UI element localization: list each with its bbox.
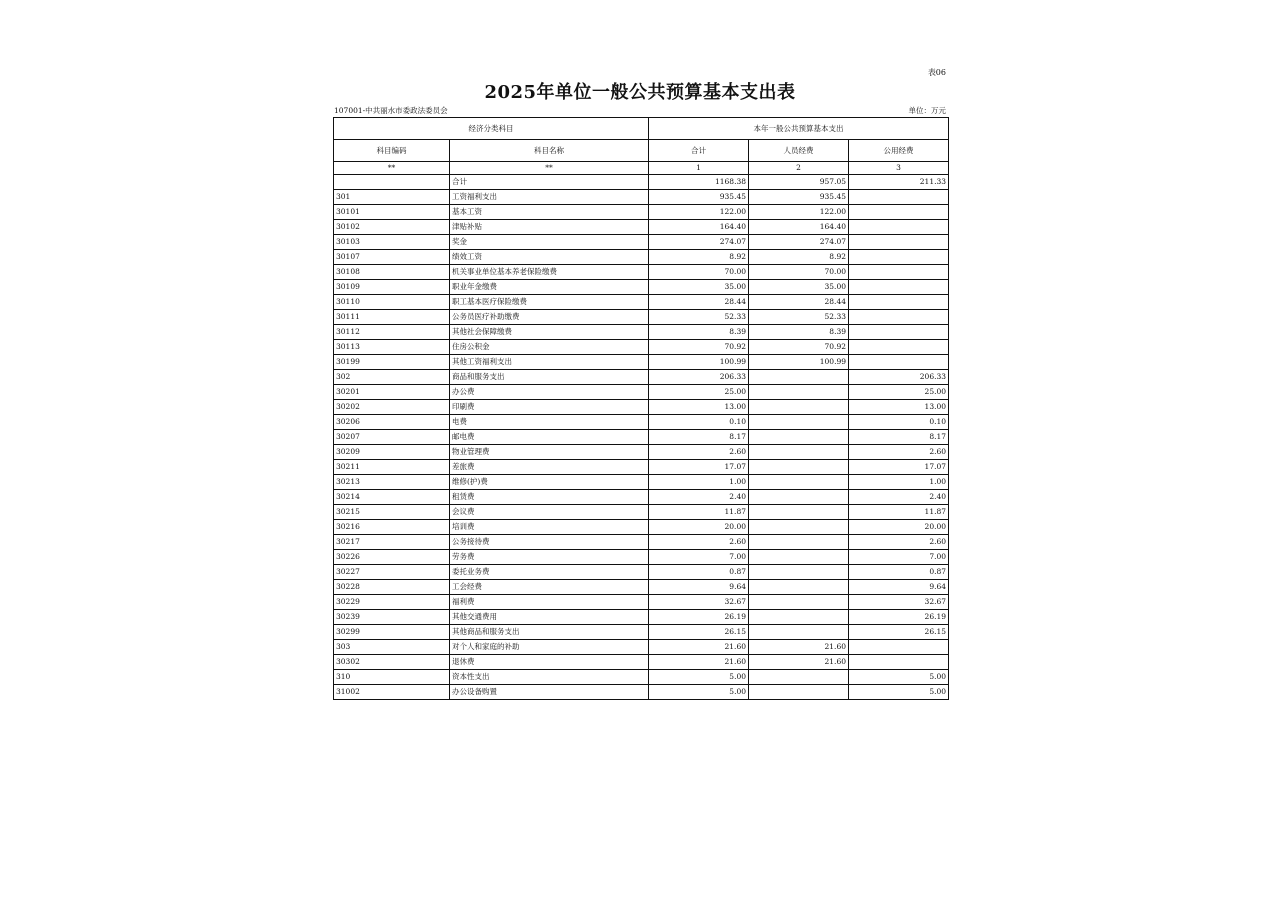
- cell-total: 8.92: [649, 250, 749, 265]
- cell-name: 其他社会保障缴费: [450, 325, 649, 340]
- cell-public: [849, 190, 949, 205]
- table-row: [334, 355, 949, 370]
- table-row: [334, 400, 949, 415]
- table-row: [334, 445, 949, 460]
- cell-name: 机关事业单位基本养老保险缴费: [450, 265, 649, 280]
- cell-total: 21.60: [649, 655, 749, 670]
- cell-code: 310: [334, 670, 450, 685]
- cell-name: 对个人和家庭的补助: [450, 640, 649, 655]
- cell-public: 2.60: [849, 535, 949, 550]
- cell-code: 30299: [334, 625, 450, 640]
- page-title: 2025年单位一般公共预算基本支出表: [484, 82, 796, 103]
- cell-public: [849, 310, 949, 325]
- cell-name: 劳务费: [450, 550, 649, 565]
- cell-public: [849, 640, 949, 655]
- cell-public: 32.67: [849, 595, 949, 610]
- table-row: [334, 475, 949, 490]
- cell-code: 30101: [334, 205, 450, 220]
- cell-public: 2.60: [849, 445, 949, 460]
- header-code: 科目编码: [334, 140, 450, 162]
- cell-public: 7.00: [849, 550, 949, 565]
- cell-total: 274.07: [649, 235, 749, 250]
- cell-total: 25.00: [649, 385, 749, 400]
- cell-code: 30202: [334, 400, 450, 415]
- cell-code: 302: [334, 370, 450, 385]
- cell-code: [334, 175, 450, 190]
- cell-public: 26.19: [849, 610, 949, 625]
- cell-personnel: [749, 580, 849, 595]
- header-total: 合计: [649, 140, 749, 162]
- cell-total: 2.60: [649, 445, 749, 460]
- table-row: [334, 220, 949, 235]
- cell-code: 30226: [334, 550, 450, 565]
- table-row: [334, 235, 949, 250]
- cell-total: 28.44: [649, 295, 749, 310]
- cell-total: 9.64: [649, 580, 749, 595]
- cell-public: [849, 265, 949, 280]
- header-economic-category: 经济分类科目: [334, 118, 649, 140]
- cell-public: 211.33: [849, 175, 949, 190]
- cell-name: 职业年金缴费: [450, 280, 649, 295]
- cell-total: 2.60: [649, 535, 749, 550]
- cell-personnel: [749, 595, 849, 610]
- table-row: [334, 310, 949, 325]
- cell-code: 30113: [334, 340, 450, 355]
- cell-public: 0.10: [849, 415, 949, 430]
- cell-personnel: 52.33: [749, 310, 849, 325]
- cell-name: 印刷费: [450, 400, 649, 415]
- cell-name: 其他工资福利支出: [450, 355, 649, 370]
- cell-total: 100.99: [649, 355, 749, 370]
- cell-total: 8.17: [649, 430, 749, 445]
- cell-code: 31002: [334, 685, 450, 700]
- cell-public: 5.00: [849, 670, 949, 685]
- cell-code: 303: [334, 640, 450, 655]
- index-name: **: [450, 162, 649, 175]
- index-public: 3: [849, 162, 949, 175]
- cell-total: 11.87: [649, 505, 749, 520]
- cell-total: 17.07: [649, 460, 749, 475]
- cell-personnel: [749, 445, 849, 460]
- cell-public: [849, 325, 949, 340]
- cell-code: 30239: [334, 610, 450, 625]
- cell-name: 福利费: [450, 595, 649, 610]
- cell-code: 30209: [334, 445, 450, 460]
- index-personnel: 2: [749, 162, 849, 175]
- table-row: [334, 520, 949, 535]
- cell-personnel: [749, 520, 849, 535]
- cell-code: 30110: [334, 295, 450, 310]
- header-basic-expenditure: 本年一般公共预算基本支出: [649, 118, 949, 140]
- cell-public: [849, 280, 949, 295]
- cell-total: 1.00: [649, 475, 749, 490]
- cell-personnel: [749, 415, 849, 430]
- table-row: [334, 415, 949, 430]
- table-row: [334, 340, 949, 355]
- table-row: [334, 595, 949, 610]
- cell-name: 委托业务费: [450, 565, 649, 580]
- cell-code: 30214: [334, 490, 450, 505]
- cell-public: 0.87: [849, 565, 949, 580]
- index-code: **: [334, 162, 450, 175]
- cell-name: 商品和服务支出: [450, 370, 649, 385]
- cell-personnel: 70.92: [749, 340, 849, 355]
- table-row: [334, 265, 949, 280]
- cell-public: [849, 235, 949, 250]
- cell-name: 津贴补贴: [450, 220, 649, 235]
- cell-total: 2.40: [649, 490, 749, 505]
- cell-total: 206.33: [649, 370, 749, 385]
- cell-name: 公务接待费: [450, 535, 649, 550]
- table-number-label: 表06: [927, 68, 946, 77]
- cell-public: 206.33: [849, 370, 949, 385]
- cell-total: 164.40: [649, 220, 749, 235]
- table-row: [334, 685, 949, 700]
- cell-name: 工资福利支出: [450, 190, 649, 205]
- cell-name: 培训费: [450, 520, 649, 535]
- table-row: [334, 640, 949, 655]
- cell-code: 30107: [334, 250, 450, 265]
- cell-public: [849, 355, 949, 370]
- cell-public: 13.00: [849, 400, 949, 415]
- index-total: 1: [649, 162, 749, 175]
- cell-total: 8.39: [649, 325, 749, 340]
- cell-name: 物业管理费: [450, 445, 649, 460]
- cell-code: 30207: [334, 430, 450, 445]
- header-public: 公用经费: [849, 140, 949, 162]
- cell-code: 30199: [334, 355, 450, 370]
- cell-public: [849, 340, 949, 355]
- cell-name: 工会经费: [450, 580, 649, 595]
- cell-name: 邮电费: [450, 430, 649, 445]
- cell-name: 住房公积金: [450, 340, 649, 355]
- cell-public: 11.87: [849, 505, 949, 520]
- cell-name: 办公设备购置: [450, 685, 649, 700]
- cell-personnel: [749, 505, 849, 520]
- cell-code: 30211: [334, 460, 450, 475]
- cell-personnel: 35.00: [749, 280, 849, 295]
- cell-personnel: [749, 370, 849, 385]
- cell-code: 30217: [334, 535, 450, 550]
- unit-label: 单位：万元: [908, 106, 946, 115]
- table-row: [334, 490, 949, 505]
- table-row: [334, 370, 949, 385]
- cell-total: 52.33: [649, 310, 749, 325]
- cell-total: 122.00: [649, 205, 749, 220]
- cell-code: 30227: [334, 565, 450, 580]
- cell-personnel: [749, 535, 849, 550]
- cell-code: 30216: [334, 520, 450, 535]
- cell-total: 26.15: [649, 625, 749, 640]
- cell-name: 差旅费: [450, 460, 649, 475]
- table-row: [334, 205, 949, 220]
- cell-name: 租赁费: [450, 490, 649, 505]
- cell-public: [849, 295, 949, 310]
- cell-total: 26.19: [649, 610, 749, 625]
- table-row: [334, 535, 949, 550]
- cell-public: [849, 250, 949, 265]
- header-name: 科目名称: [450, 140, 649, 162]
- cell-code: 30229: [334, 595, 450, 610]
- cell-total: 5.00: [649, 670, 749, 685]
- header-row-index: [334, 162, 949, 175]
- cell-name: 会议费: [450, 505, 649, 520]
- cell-name: 职工基本医疗保险缴费: [450, 295, 649, 310]
- header-row-group: [334, 118, 949, 140]
- cell-personnel: 8.39: [749, 325, 849, 340]
- cell-code: 30206: [334, 415, 450, 430]
- cell-public: 9.64: [849, 580, 949, 595]
- cell-name: 奖金: [450, 235, 649, 250]
- header-personnel: 人员经费: [749, 140, 849, 162]
- cell-total: 32.67: [649, 595, 749, 610]
- cell-personnel: 935.45: [749, 190, 849, 205]
- cell-name: 公务员医疗补助缴费: [450, 310, 649, 325]
- cell-personnel: [749, 625, 849, 640]
- cell-code: 30111: [334, 310, 450, 325]
- cell-total: 7.00: [649, 550, 749, 565]
- table-row: [334, 610, 949, 625]
- cell-code: 30102: [334, 220, 450, 235]
- cell-name: 合计: [450, 175, 649, 190]
- cell-personnel: [749, 430, 849, 445]
- table-row: [334, 655, 949, 670]
- cell-public: 17.07: [849, 460, 949, 475]
- cell-public: 5.00: [849, 685, 949, 700]
- cell-total: 20.00: [649, 520, 749, 535]
- table-row: [334, 505, 949, 520]
- table-row: [334, 250, 949, 265]
- cell-code: 30215: [334, 505, 450, 520]
- table-row: [334, 625, 949, 640]
- cell-name: 其他交通费用: [450, 610, 649, 625]
- cell-total: 70.92: [649, 340, 749, 355]
- cell-total: 1168.38: [649, 175, 749, 190]
- table-row: [334, 460, 949, 475]
- cell-personnel: [749, 475, 849, 490]
- cell-code: 30302: [334, 655, 450, 670]
- cell-public: [849, 205, 949, 220]
- cell-code: 301: [334, 190, 450, 205]
- cell-personnel: [749, 460, 849, 475]
- cell-personnel: 70.00: [749, 265, 849, 280]
- table-row: [334, 175, 949, 190]
- table-row: [334, 385, 949, 400]
- table-row: [334, 670, 949, 685]
- cell-public: 8.17: [849, 430, 949, 445]
- cell-personnel: [749, 400, 849, 415]
- cell-total: 70.00: [649, 265, 749, 280]
- cell-personnel: 100.99: [749, 355, 849, 370]
- cell-total: 0.87: [649, 565, 749, 580]
- table-body: [334, 175, 949, 700]
- cell-personnel: [749, 685, 849, 700]
- cell-public: [849, 655, 949, 670]
- cell-public: 1.00: [849, 475, 949, 490]
- cell-name: 资本性支出: [450, 670, 649, 685]
- table-row: [334, 190, 949, 205]
- cell-total: 35.00: [649, 280, 749, 295]
- cell-public: 25.00: [849, 385, 949, 400]
- cell-total: 0.10: [649, 415, 749, 430]
- cell-total: 13.00: [649, 400, 749, 415]
- cell-personnel: [749, 385, 849, 400]
- table-row: [334, 580, 949, 595]
- cell-public: [849, 220, 949, 235]
- table-row: [334, 295, 949, 310]
- cell-total: 21.60: [649, 640, 749, 655]
- header-row-columns: [334, 140, 949, 162]
- budget-table: [333, 117, 949, 700]
- table-row: [334, 280, 949, 295]
- cell-name: 维修(护)费: [450, 475, 649, 490]
- cell-name: 电费: [450, 415, 649, 430]
- cell-name: 退休费: [450, 655, 649, 670]
- cell-name: 其他商品和服务支出: [450, 625, 649, 640]
- cell-personnel: 957.05: [749, 175, 849, 190]
- cell-code: 30112: [334, 325, 450, 340]
- cell-personnel: 21.60: [749, 640, 849, 655]
- cell-personnel: 164.40: [749, 220, 849, 235]
- cell-name: 基本工资: [450, 205, 649, 220]
- cell-personnel: [749, 565, 849, 580]
- cell-personnel: [749, 610, 849, 625]
- cell-personnel: 274.07: [749, 235, 849, 250]
- cell-personnel: 122.00: [749, 205, 849, 220]
- cell-code: 30228: [334, 580, 450, 595]
- cell-code: 30213: [334, 475, 450, 490]
- table-row: [334, 430, 949, 445]
- cell-personnel: [749, 490, 849, 505]
- cell-total: 5.00: [649, 685, 749, 700]
- cell-code: 30201: [334, 385, 450, 400]
- table-row: [334, 550, 949, 565]
- cell-total: 935.45: [649, 190, 749, 205]
- cell-personnel: 28.44: [749, 295, 849, 310]
- cell-public: 2.40: [849, 490, 949, 505]
- cell-personnel: 21.60: [749, 655, 849, 670]
- table-row: [334, 325, 949, 340]
- table-row: [334, 565, 949, 580]
- cell-name: 绩效工资: [450, 250, 649, 265]
- unit-name: 107001-中共丽水市委政法委员会: [334, 106, 448, 115]
- cell-code: 30108: [334, 265, 450, 280]
- cell-public: 20.00: [849, 520, 949, 535]
- cell-name: 办公费: [450, 385, 649, 400]
- cell-personnel: 8.92: [749, 250, 849, 265]
- cell-personnel: [749, 670, 849, 685]
- cell-public: 26.15: [849, 625, 949, 640]
- cell-personnel: [749, 550, 849, 565]
- cell-code: 30109: [334, 280, 450, 295]
- cell-code: 30103: [334, 235, 450, 250]
